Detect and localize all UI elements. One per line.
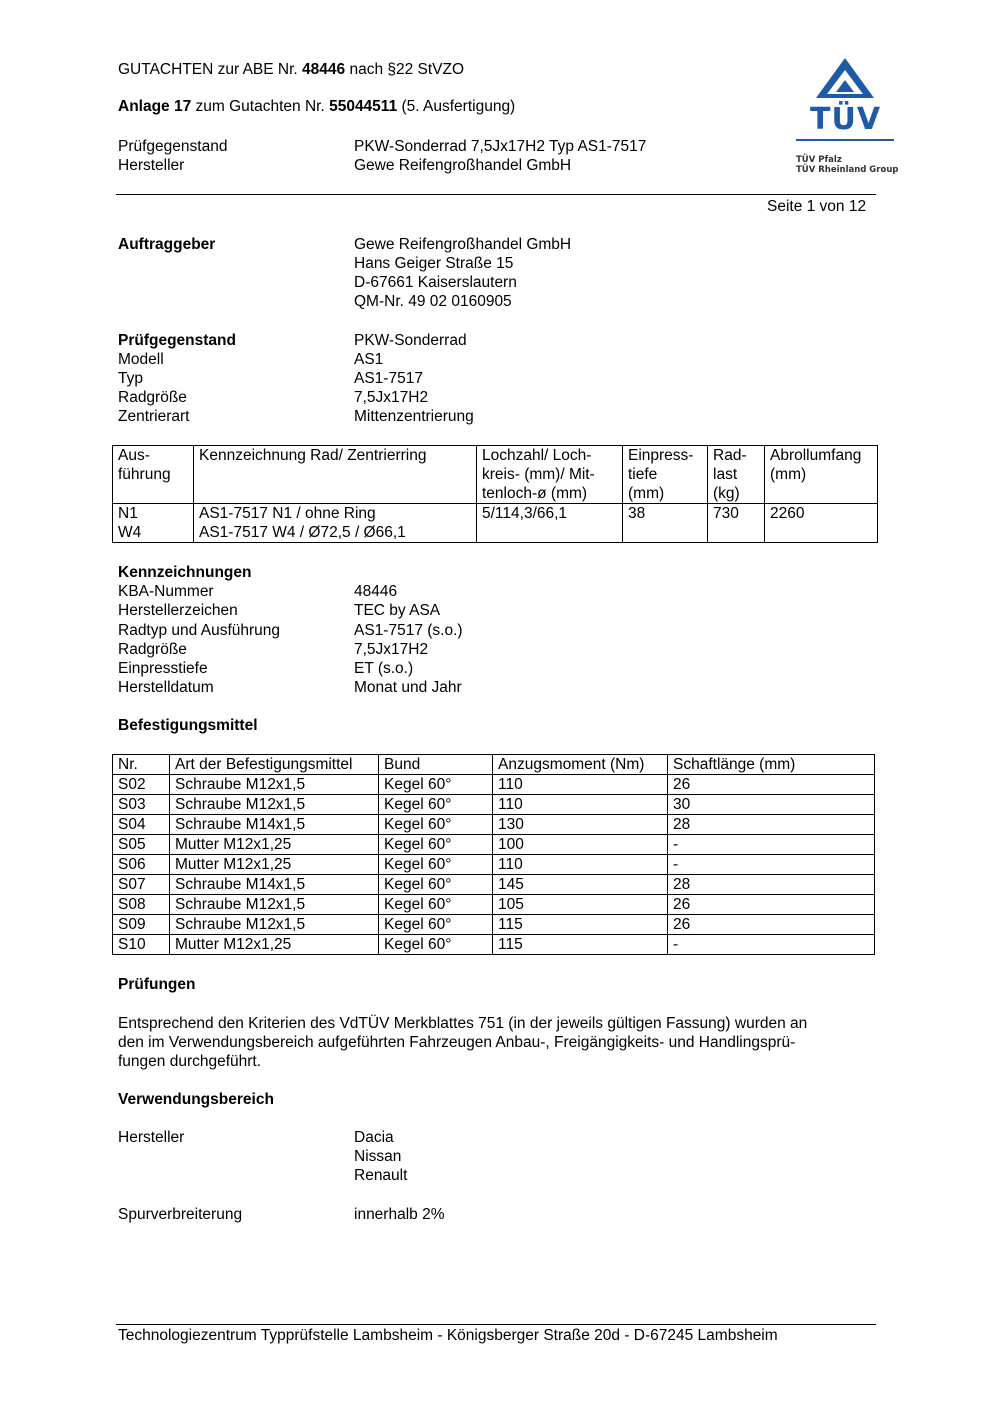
table-row	[113, 835, 875, 855]
modell-row: Modell AS1	[118, 351, 384, 368]
table-header-cell: Kennzeichnung Rad/ Zentrierring	[194, 446, 477, 504]
table-cell: Kegel 60°	[379, 935, 493, 955]
table-cell: S03	[113, 795, 170, 815]
table-cell: Kegel 60°	[379, 895, 493, 915]
table-cell: 130	[493, 815, 668, 835]
address-line: D-67661 Kaiserslautern	[354, 274, 517, 291]
auftraggeber-label: Auftraggeber	[118, 236, 216, 253]
verwendung-hersteller-list	[354, 1128, 407, 1185]
table-row	[113, 875, 875, 895]
table-row	[113, 504, 878, 543]
table-cell: Kegel 60°	[379, 855, 493, 875]
table-cell: 2260	[765, 504, 878, 543]
table-cell: Mutter M12x1,25	[170, 835, 379, 855]
table-row	[113, 775, 875, 795]
table-header-cell: Bund	[379, 755, 493, 775]
table-cell: S09	[113, 915, 170, 935]
table-cell: 105	[493, 895, 668, 915]
header-divider	[116, 194, 876, 195]
table-cell: Schraube M12x1,5	[170, 895, 379, 915]
radgroesse-row: Radgröße 7,5Jx17H2	[118, 389, 429, 406]
typ-row: Typ AS1-7517	[118, 370, 423, 387]
table-cell: 145	[493, 875, 668, 895]
kennzeichnung-row: Herstellerzeichen TEC by ASA	[118, 602, 441, 619]
pruefungen-title: Prüfungen	[118, 976, 196, 993]
address-line: Gewe Reifengroßhandel GmbH	[354, 236, 572, 253]
table-row	[113, 915, 875, 935]
table-row	[113, 855, 875, 875]
table-cell: -	[668, 935, 875, 955]
table-row	[113, 935, 875, 955]
table-cell: 110	[493, 795, 668, 815]
table-cell: Mutter M12x1,25	[170, 935, 379, 955]
table-row	[113, 815, 875, 835]
table-header-row	[113, 446, 878, 504]
table-cell: Schraube M14x1,5	[170, 875, 379, 895]
table-cell: -	[668, 835, 875, 855]
table-cell: 28	[668, 875, 875, 895]
table-cell: 28	[668, 815, 875, 835]
table-cell: 26	[668, 775, 875, 795]
table-header-cell: Schaftlänge (mm)	[668, 755, 875, 775]
table-cell: Mutter M12x1,25	[170, 855, 379, 875]
kennzeichnung-row: Herstelldatum Monat und Jahr	[118, 679, 462, 696]
kennzeichnung-row: Einpresstiefe ET (s.o.)	[118, 660, 414, 677]
auftraggeber-address	[354, 235, 571, 311]
table-header-cell: Nr.	[113, 755, 170, 775]
table-cell: S06	[113, 855, 170, 875]
table-cell: S05	[113, 835, 170, 855]
table-header-cell: Lochzahl/ Loch- kreis- (mm)/ Mit- tenloch-ø (mm)	[477, 446, 623, 504]
spurverbreiterung-label: Spurverbreiterung	[118, 1206, 243, 1223]
befestigung-title: Befestigungsmittel	[118, 717, 258, 734]
table-cell: S10	[113, 935, 170, 955]
table-cell: 115	[493, 935, 668, 955]
kennzeichnung-row: Radtyp und Ausführung AS1-7517 (s.o.)	[118, 622, 463, 639]
table-cell: 110	[493, 855, 668, 875]
table-cell: S02	[113, 775, 170, 795]
zentrierart-row: Zentrierart Mittenzentrierung	[118, 408, 474, 425]
kennzeichnung-row: KBA-Nummer 48446	[118, 583, 398, 600]
attachment-line: Anlage 17 zum Gutachten Nr. 55044511 (5. Ausfertigung)	[118, 98, 516, 115]
pruefgegenstand-row: Prüfgegenstand PKW-Sonderrad	[118, 332, 467, 349]
footer-divider	[116, 1324, 876, 1325]
table-header-row	[113, 755, 875, 775]
table-cell: 115	[493, 915, 668, 935]
table-header-cell: Aus- führung	[113, 446, 194, 504]
table-header-cell: Anzugsmoment (Nm)	[493, 755, 668, 775]
table-row	[113, 795, 875, 815]
kennzeichnungen-title: Kennzeichnungen	[118, 564, 252, 581]
tuev-sub1: TÜV Pfalz	[796, 155, 842, 165]
table-cell: Kegel 60°	[379, 875, 493, 895]
table-header-cell: Abrollumfang (mm)	[765, 446, 878, 504]
list-item: Renault	[354, 1167, 408, 1184]
table-cell: S07	[113, 875, 170, 895]
tuev-wordmark: TÜV	[810, 102, 882, 137]
footer-text: Technologiezentrum Typprüfstelle Lambsheim - Königsberger Straße 20d - D-67245 Lambsheim	[118, 1327, 778, 1344]
page-number: Seite 1 von 12	[767, 198, 867, 215]
table-header-cell: Art der Befestigungsmittel	[170, 755, 379, 775]
table-cell: 38	[623, 504, 708, 543]
table-cell: Kegel 60°	[379, 795, 493, 815]
tuev-sub2: TÜV Rheinland Group	[796, 165, 899, 175]
table-cell: Kegel 60°	[379, 835, 493, 855]
table-cell: 5/114,3/66,1	[477, 504, 623, 543]
table-cell: Schraube M14x1,5	[170, 815, 379, 835]
table-cell: Kegel 60°	[379, 815, 493, 835]
tuev-logo	[790, 56, 900, 180]
pruefungen-text: Entsprechend den Kriterien des VdTÜV Merkblattes 751 (in der jeweils gültigen Fassung) wurden an den im Verwendungsbereich aufgeführten Fahrzeugen Anbau-, Freigängigkeits- und Handlingsprü- fungen durchgeführt.	[118, 1015, 808, 1070]
table-cell: N1 W4	[113, 504, 194, 543]
table-cell: Schraube M12x1,5	[170, 795, 379, 815]
table-cell: 110	[493, 775, 668, 795]
list-item: Nissan	[354, 1148, 402, 1165]
kennzeichnung-row: Radgröße 7,5Jx17H2	[118, 641, 429, 658]
table-cell: S04	[113, 815, 170, 835]
header-hersteller: Hersteller Gewe Reifengroßhandel GmbH	[118, 157, 572, 174]
table-cell: Schraube M12x1,5	[170, 915, 379, 935]
header-pruefgegenstand: Prüfgegenstand PKW-Sonderrad 7,5Jx17H2 Typ AS1-7517	[118, 138, 647, 155]
table-cell: 26	[668, 895, 875, 915]
table-cell: 30	[668, 795, 875, 815]
table-cell: -	[668, 855, 875, 875]
report-title: GUTACHTEN zur ABE Nr. 48446 nach §22 StVZO	[118, 61, 465, 78]
address-line: QM-Nr. 49 02 0160905	[354, 293, 512, 310]
table-header-cell: Einpress- tiefe (mm)	[623, 446, 708, 504]
table-cell: Kegel 60°	[379, 915, 493, 935]
table-cell: 100	[493, 835, 668, 855]
table-cell: Schraube M12x1,5	[170, 775, 379, 795]
befestigung-table	[112, 754, 875, 955]
wheel-table	[112, 445, 878, 543]
table-cell: 730	[708, 504, 765, 543]
table-row	[113, 895, 875, 915]
list-item: Dacia	[354, 1129, 394, 1146]
table-cell: S08	[113, 895, 170, 915]
table-cell: 26	[668, 915, 875, 935]
table-cell: Kegel 60°	[379, 775, 493, 795]
spurverbreiterung-value: innerhalb 2%	[354, 1206, 445, 1223]
address-line: Hans Geiger Straße 15	[354, 255, 514, 272]
table-cell: AS1-7517 N1 / ohne Ring AS1-7517 W4 / Ø72,5 / Ø66,1	[194, 504, 477, 543]
verwendungsbereich-title: Verwendungsbereich	[118, 1091, 274, 1108]
verwendung-hersteller-label: Hersteller	[118, 1129, 185, 1146]
table-header-cell: Rad- last (kg)	[708, 446, 765, 504]
